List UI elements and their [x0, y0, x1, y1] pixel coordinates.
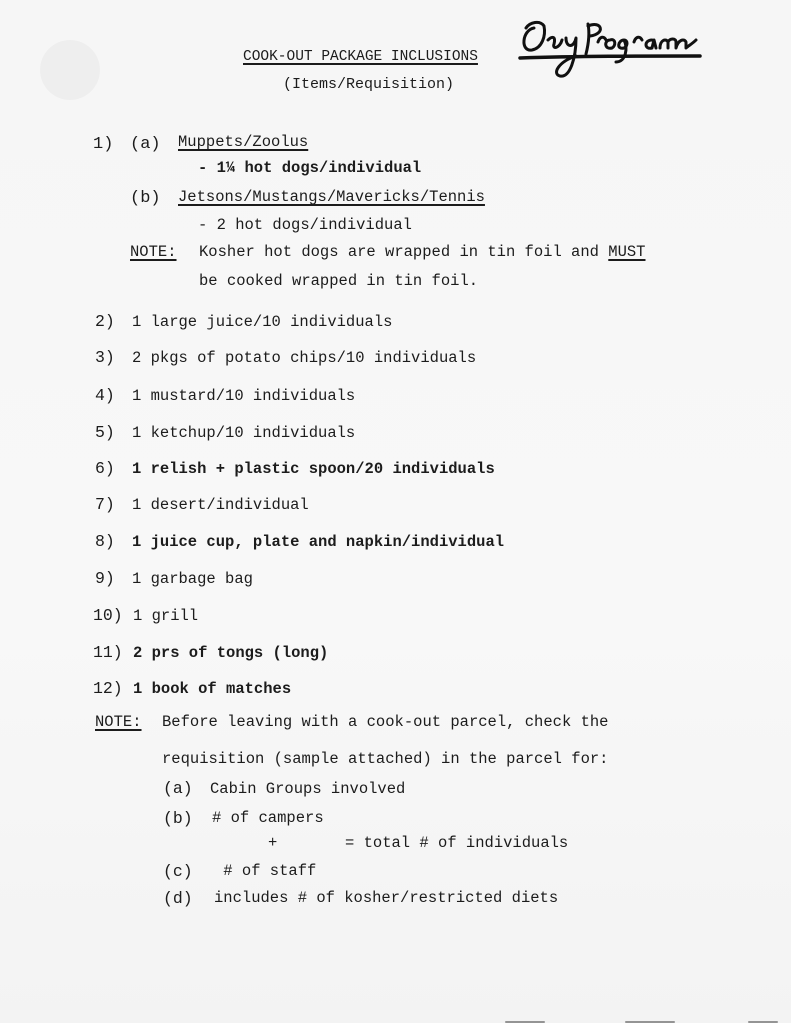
- item-text: 1 ketchup/10 individuals: [132, 424, 356, 442]
- item-1b-detail: - 2 hot dogs/individual: [198, 216, 412, 234]
- item-1-note-line2: be cooked wrapped in tin foil.: [199, 272, 479, 290]
- item-1-number: 1): [93, 135, 114, 154]
- item-1b-letter: (b): [130, 189, 161, 208]
- item-1a-group-name: Muppets/Zoolus: [178, 133, 309, 151]
- item-text: 1 book of matches: [133, 680, 292, 698]
- item-number: 2): [95, 312, 115, 331]
- item-1-note-line1-text: Kosher hot dogs are wrapped in tin foil and: [199, 243, 609, 261]
- item-1-note-label: NOTE:: [130, 243, 177, 261]
- item-number: 9): [95, 569, 115, 588]
- item-number: 12): [93, 679, 123, 698]
- check-d-text: includes # of kosher/restricted diets: [214, 889, 559, 907]
- check-d-letter: (d): [163, 889, 193, 908]
- item-number: 8): [95, 532, 115, 551]
- item-text: 1 grill: [133, 607, 199, 625]
- sum-result: = total # of individuals: [345, 834, 569, 852]
- item-number: 10): [93, 606, 123, 625]
- item-1-note-emphasis: MUST: [608, 243, 646, 261]
- check-b-letter: (b): [163, 809, 193, 828]
- final-note-line1: Before leaving with a cook-out parcel, check the: [162, 713, 609, 731]
- item-text: 2 prs of tongs (long): [133, 644, 329, 662]
- check-b-text: # of campers: [212, 809, 324, 827]
- handwritten-day-program-annotation: [518, 18, 703, 83]
- item-text: 1 juice cup, plate and napkin/individual: [132, 533, 505, 551]
- item-text: 2 pkgs of potato chips/10 individuals: [132, 349, 477, 367]
- item-text: 1 relish + plastic spoon/20 individuals: [132, 460, 495, 478]
- check-a-text: Cabin Groups involved: [210, 780, 406, 798]
- check-c-text: # of staff: [214, 862, 317, 880]
- item-text: 1 desert/individual: [132, 496, 309, 514]
- item-number: 4): [95, 386, 115, 405]
- final-note-label: NOTE:: [95, 713, 142, 731]
- item-number: 11): [93, 643, 123, 662]
- item-text: 1 mustard/10 individuals: [132, 387, 356, 405]
- item-text: 1 garbage bag: [132, 570, 253, 588]
- check-c-letter: (c): [163, 862, 193, 881]
- sum-plus: +: [268, 834, 278, 852]
- item-1b-group-name: Jetsons/Mustangs/Mavericks/Tennis: [178, 188, 485, 206]
- document-subtitle: (Items/Requisition): [283, 76, 455, 93]
- item-1-note-line1: [199, 245, 646, 261]
- paper-smudge: [40, 40, 100, 100]
- item-number: 5): [95, 423, 115, 442]
- document-title: COOK-OUT PACKAGE INCLUSIONS: [243, 49, 478, 65]
- item-text: 1 large juice/10 individuals: [132, 313, 393, 331]
- item-number: 6): [95, 459, 115, 478]
- item-number: 7): [95, 495, 115, 514]
- item-1a-detail: - 1¼ hot dogs/individual: [198, 159, 422, 177]
- item-1a-letter: (a): [130, 135, 161, 154]
- item-number: 3): [95, 348, 115, 367]
- final-note-line2: requisition (sample attached) in the parcel for:: [162, 750, 609, 768]
- check-a-letter: (a): [163, 779, 193, 798]
